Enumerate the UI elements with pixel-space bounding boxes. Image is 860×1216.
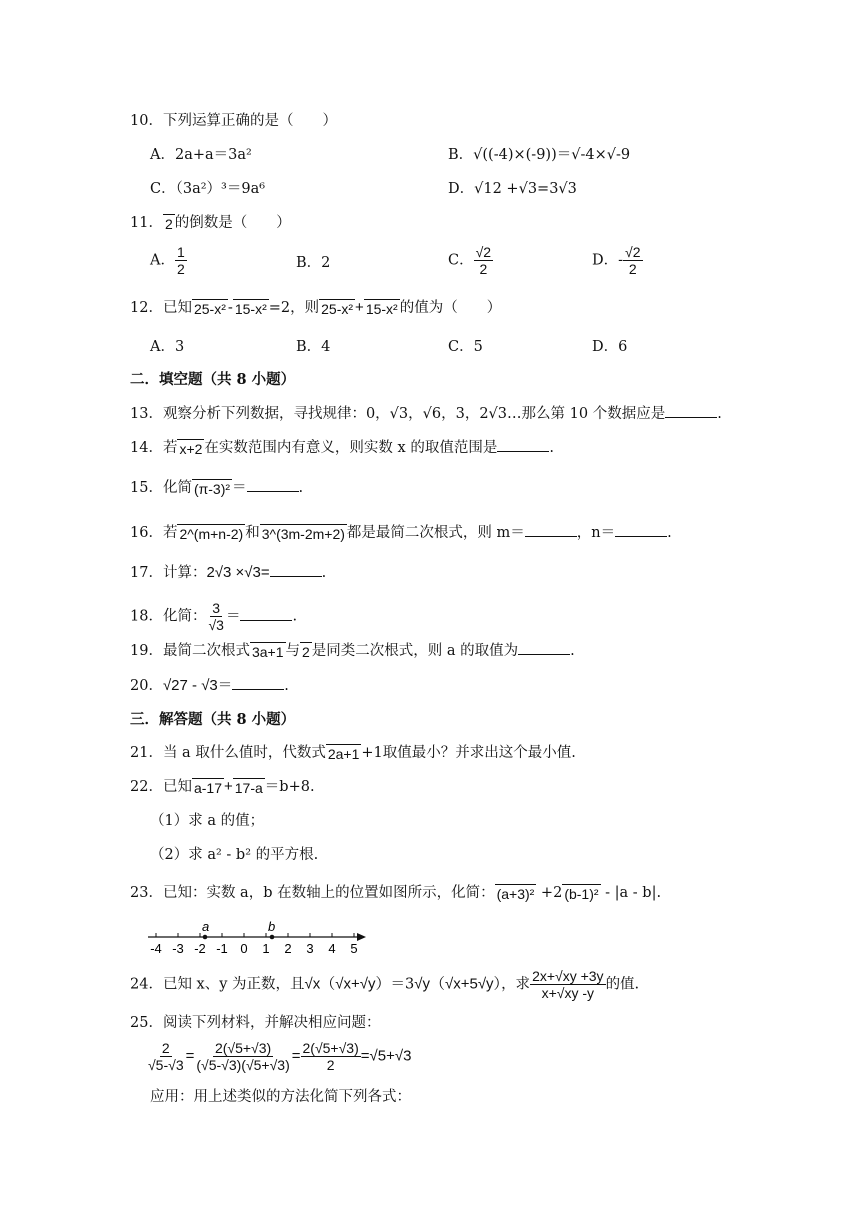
radical	[233, 778, 265, 797]
axis-tick-label: -2	[194, 941, 206, 956]
arrow-head-icon	[357, 933, 366, 941]
numerator: 2x+√xy +3y	[532, 968, 604, 984]
number-line	[146, 920, 368, 956]
answer-blank-m[interactable]	[525, 522, 577, 537]
q11-stem	[130, 212, 291, 234]
radicand: x+2	[179, 440, 203, 457]
axis-tick-label: 4	[328, 941, 336, 956]
radicand: 15-x²	[365, 300, 398, 317]
q23	[130, 882, 661, 904]
q14: 14．若 x+2 在实数范围内有意义，则实数 x 的取值范围是 .	[130, 437, 554, 459]
q24	[130, 968, 639, 1001]
q16-n: ，n＝	[576, 525, 616, 541]
radicand: 2	[302, 643, 310, 660]
q24-rhs: √y（√x+5√y）	[414, 975, 502, 993]
equals-sign: =	[185, 1047, 195, 1065]
fraction	[206, 600, 225, 633]
radical	[233, 299, 269, 318]
radical	[163, 214, 175, 233]
q21-text: +1取值最小？并求出这个最小值.	[361, 745, 576, 761]
q10-option-c: C．（3a²）³＝9a⁶	[150, 181, 266, 197]
q18-prefix: 18．化简：	[130, 608, 207, 625]
radicand: 3^(3m-2m+2)	[261, 525, 345, 542]
radical	[192, 479, 232, 498]
q23-prefix: 23．已知：实数 a，b 在数轴上的位置如图所示，化简：	[130, 885, 495, 901]
radicand: 2^(m+n-2)	[179, 525, 244, 542]
minus-sign: -	[227, 299, 233, 316]
answer-blank[interactable]	[497, 437, 549, 452]
radicand: 17-a	[234, 779, 263, 796]
numerator: 2	[161, 1040, 170, 1056]
q22-text: ＝b+8.	[264, 779, 315, 795]
q22-part1: （1）求 a 的值；	[150, 813, 265, 829]
q11-option-a	[150, 244, 187, 277]
denominator: (√5-√3)(√5+√3)	[196, 1057, 290, 1073]
denominator: 2	[479, 261, 488, 277]
radicand: 15-x²	[234, 300, 267, 317]
q22	[130, 776, 315, 798]
q25-apply: 应用：用上述类似的方法化简下列各式：	[150, 1089, 411, 1105]
answer-blank[interactable]	[232, 675, 284, 690]
radical	[260, 524, 347, 543]
q24-lhs: √x（√x+√y）	[304, 975, 391, 993]
q23-text: - |a - b|.	[600, 885, 662, 901]
denominator: √3	[208, 617, 224, 633]
radical	[250, 642, 286, 661]
q20-prefix: 20．	[130, 678, 163, 694]
q18-eq: ＝	[225, 608, 241, 625]
axis-tick-label: 2	[284, 941, 292, 956]
q16-and: 和	[245, 525, 260, 541]
answer-blank[interactable]	[247, 477, 299, 492]
option-label: A．	[150, 252, 175, 269]
q19-with: 与	[285, 643, 300, 659]
q12-tail: 的值为（ ）	[399, 300, 502, 316]
section-fill-in-blank: 二．填空题（共 8 小题）	[130, 371, 296, 388]
numerator: 2(√5+√3)	[214, 1040, 272, 1056]
radicand: 2	[164, 215, 173, 232]
radicand: 25-x²	[193, 300, 226, 317]
radical	[326, 744, 362, 763]
q12-option-a: A．3	[150, 339, 185, 355]
fraction	[301, 1040, 361, 1073]
axis-tick-label: 0	[240, 941, 248, 956]
radicand: (b-1)²	[564, 885, 599, 902]
axis-tick-label: 5	[350, 941, 358, 956]
radicand: 2a+1	[327, 745, 360, 762]
fraction	[175, 244, 187, 277]
section-solve: 三．解答题（共 8 小题）	[130, 711, 296, 728]
radical	[364, 299, 400, 318]
label-a: a	[202, 920, 210, 934]
radicand: (a+3)²	[496, 885, 535, 902]
q24-eq: ＝3	[390, 976, 415, 993]
q23-plus: +2	[536, 885, 563, 901]
fraction	[146, 1040, 186, 1073]
axis-tick-label: -1	[216, 941, 228, 956]
q18: 18．化简： $\frac{3}{√3}$ ＝ .	[130, 600, 298, 633]
fraction	[474, 244, 493, 277]
q22-prefix: 22．已知	[130, 779, 192, 795]
q17-prefix: 17．计算：	[130, 565, 207, 581]
q25: 25．阅读下列材料，并解决相应问题：	[130, 1015, 381, 1031]
q11-option-d	[592, 244, 643, 277]
equals-sign: =	[291, 1047, 301, 1065]
denominator: 2	[176, 261, 185, 277]
radicand: (π-3)²	[193, 480, 231, 497]
axis-tick-label: -4	[150, 941, 162, 956]
radical	[319, 299, 355, 318]
q12-option-d: D．6	[592, 339, 628, 355]
q20-eq: ＝	[217, 678, 233, 694]
answer-blank[interactable]	[518, 640, 570, 655]
q20-expression: √27 - √3	[162, 677, 218, 694]
numerator: 2(√5+√3)	[302, 1040, 359, 1056]
plus-sign: +	[223, 778, 233, 795]
q15: 15．化简 (π-3)² ＝ .	[130, 477, 303, 499]
radical	[192, 778, 224, 797]
q24-tail: 的值.	[605, 976, 640, 993]
q13-text: 13．观察分析下列数据，寻找规律：0，√3，√6，3，2√3…那么第 10 个数据应是	[130, 406, 666, 422]
q21-prefix: 21．当 a 取什么值时，代数式	[130, 745, 326, 761]
q12-option-b: B．4	[296, 339, 331, 355]
fraction	[194, 1040, 291, 1073]
denominator: √5-√3	[148, 1057, 184, 1073]
q24-prefix: 24．已知 x、y 为正数，且	[130, 976, 305, 993]
q14-text: 在实数范围内有意义，则实数 x 的取值范围是	[204, 440, 498, 456]
q20: 20．√27 - √3＝ .	[130, 677, 289, 694]
q19-prefix: 19．最简二次根式	[130, 643, 250, 659]
answer-blank-n[interactable]	[615, 522, 667, 537]
q16-prefix: 16．若	[130, 525, 178, 541]
q19-text: 是同类二次根式，则 a 的取值为	[311, 643, 519, 659]
q15-eq: ＝	[232, 480, 247, 496]
q19: 19．最简二次根式 3a+1 与 2 是同类二次根式，则 a 的取值为 .	[130, 640, 575, 662]
point-a	[203, 935, 208, 940]
q17-expression: 2√3 ×√3=	[206, 564, 270, 581]
fraction	[623, 244, 642, 277]
radicand: 25-x²	[321, 300, 354, 317]
q12-prefix: 12．已知	[130, 300, 192, 316]
radical	[177, 524, 245, 543]
q11-option-c	[448, 244, 493, 277]
answer-blank[interactable]	[240, 606, 292, 621]
radicand: a-17	[193, 779, 222, 796]
q12-option-c: C．5	[448, 339, 483, 355]
label-b: b	[268, 920, 276, 934]
q12-stem	[130, 297, 501, 319]
denominator: 2	[628, 261, 637, 277]
q11-number: 11．	[130, 215, 163, 231]
radicand: 3a+1	[251, 643, 284, 660]
option-label: C．	[448, 252, 474, 269]
option-label: D．-	[592, 252, 624, 269]
numerator: 3	[212, 600, 221, 616]
numerator: √2	[625, 244, 641, 260]
numerator: √2	[475, 244, 492, 260]
q13: 13．观察分析下列数据，寻找规律：0，√3，√6，3，2√3…那么第 10 个数据应是 .	[130, 403, 722, 425]
q10-option-d: D．√12 +√3=3√3	[448, 181, 577, 197]
q10-option-a: A．2a+a＝3a²	[150, 147, 252, 163]
q16-text: 都是最简二次根式，则 m＝	[346, 525, 525, 541]
numerator: 1	[176, 244, 185, 260]
denominator: 2	[326, 1057, 335, 1073]
answer-blank[interactable]	[665, 403, 717, 418]
answer-blank[interactable]	[270, 562, 322, 577]
q12-eq: =2，则	[268, 300, 320, 316]
radical	[562, 884, 600, 903]
q22-part2: （2）求 a² - b² 的平方根.	[150, 847, 319, 863]
q25-example	[146, 1040, 411, 1073]
q17: 17．计算：2√3 ×√3= .	[130, 564, 327, 581]
q14-prefix: 14．若	[130, 440, 178, 456]
q11-option-b: B．2	[296, 255, 331, 271]
radical	[177, 439, 204, 458]
q25-result: =√5+√3	[360, 1047, 412, 1065]
denominator: x+√xy -y	[541, 985, 595, 1001]
axis-tick-label: -3	[172, 941, 184, 956]
q11-text: 的倒数是（ ）	[174, 215, 291, 231]
plus-sign: +	[355, 299, 364, 316]
q21	[130, 742, 576, 764]
point-b	[270, 935, 275, 940]
axis-tick-label: 1	[262, 941, 270, 956]
q24-ask: ，求	[501, 976, 531, 993]
radical	[300, 642, 312, 661]
q15-prefix: 15．化简	[130, 480, 192, 496]
radical	[495, 884, 537, 903]
fraction	[530, 968, 606, 1001]
radical	[192, 299, 228, 318]
axis-tick-label: 3	[306, 941, 314, 956]
q10-option-b: B．√((-4)×(-9))＝√-4×√-9	[448, 147, 631, 163]
q10-stem: 10．下列运算正确的是（ ）	[130, 113, 337, 129]
q16: 16．若 2^(m+n-2) 和 3^(3m-2m+2) 都是最简二次根式，则 m＝ ，n＝ .	[130, 522, 672, 544]
